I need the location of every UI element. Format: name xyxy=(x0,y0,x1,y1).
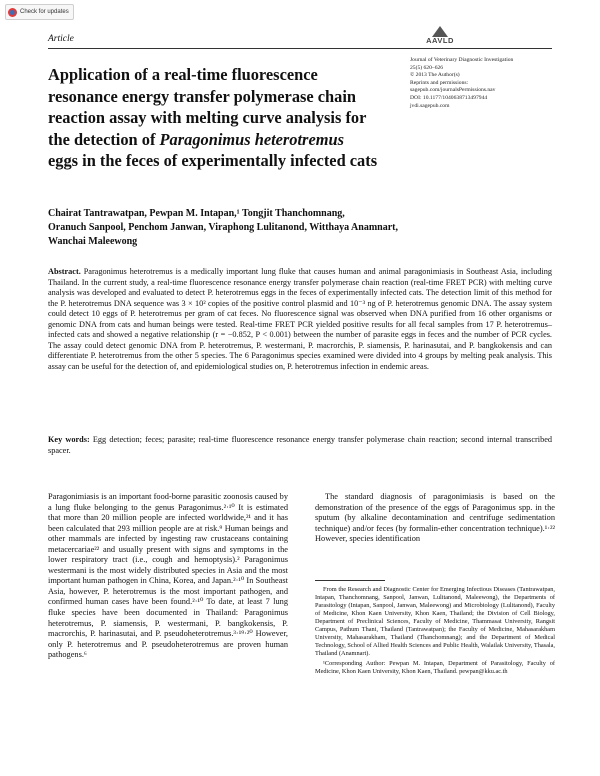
check-for-updates-icon xyxy=(8,8,17,17)
abstract xyxy=(48,267,552,372)
article-title xyxy=(48,64,408,172)
footnote-rule xyxy=(315,580,385,581)
keywords-text: Egg detection; feces; parasite; real-time fluorescence resonance energy transfer polymerase chain reaction; second internal transcribed spacer. xyxy=(48,435,552,455)
article-type-label: Article xyxy=(48,34,74,44)
keywords xyxy=(48,435,552,456)
journal-info-line: 25(5) 620–626 xyxy=(410,64,444,71)
logo-text: AAVLD xyxy=(426,36,454,45)
header-rule xyxy=(48,48,552,49)
footnotes xyxy=(315,586,555,679)
badge-label: Check for updates xyxy=(20,9,69,15)
journal-info-line: © 2013 The Author(s) xyxy=(410,72,460,79)
check-for-updates-badge[interactable] xyxy=(5,4,74,20)
body-paragraph: Paragonimiasis is an important food-borne parasitic zoonosis caused by a lung fluke belonging to the genus Paragonimus.²·¹⁰ It is estimated that more than 20 million people are infected worldwide,²¹ and it has been calculated that 293 million people are at risk.⁹ Human beings and other mammals are infected by ingesting raw crustaceans containing metacercariae²² and usually present with signs and symptoms in the lower respiratory tract (i.e., cough and hemoptysis).² Paragonimus westermani is the most widely distributed species in Asia and the most important human pathogen in China, Korea, and Japan.²·¹⁰ In Southeast Asia, however, P. heterotremus is the most important pathogen, and confirmed human cases have been found.²·¹⁰ To date, at least 7 lung fluke species have been documented in Thailand: Paragonimus heterotremus, P. siamensis, P. westermani, P. bangkokensis, P. macrorchis, P. harinasutai, and P. pseudoheterotremus.³·¹⁹·²⁰ However, only P. heterotremus and P. pseudoheterotremus are proven human pathogens.⁶ xyxy=(48,492,288,660)
corresponding-author-footnote: ¹Corresponding Author: Pewpan M. Intapan, Department of Parasitology, Faculty of Medicine, Khon Kaen University, Khon Kaen, Thailand. pewpan@kku.ac.th xyxy=(315,660,555,676)
journal-logo xyxy=(410,26,470,46)
journal-info xyxy=(410,57,560,110)
title-line: resonance energy transfer polymerase chain xyxy=(48,86,357,106)
author-line: Wanchai Maleewong xyxy=(48,235,138,247)
title-line: Application of a real-time fluorescence xyxy=(48,65,318,84)
body-column-right xyxy=(315,492,555,545)
abstract-text: Paragonimus heterotremus is a medically important lung fluke that causes human and animal paragonimiasis in Southeast Asia, including Thailand. In the current study, a real-time fluorescence resonance energy transfer polymerase chain reaction (real-time FRET PCR) with melting curve analysis was developed and evaluated to detect P. heterotremus eggs in the feces of experimentally infected cats. The detection limit of this method for the P. heterotremus DNA sequence was 3 × 10² copies of the positive control plasmid and 10⁻³ ng of P. heterotremus genomic DNA. The assay system could detect 10 eggs of P. heterotremus per gram of cat feces. No fluorescence signal was observed when DNA purified from 16 other organisms or genomic DNA from cats and human beings were tested. Real-time FRET PCR yielded positive results for all fecal samples from 17 P. heterotremus–infected cats and showed a negative relationship (r = −0.852, P < 0.001) between the number of parasite eggs in feces and the number of PCR cycles. The assay could detect genomic DNA from P. heterotremus, P. westermani, P. macrorchis, P. siamensis, P. harinasutai, and P. bangkokensis and can differentiate P. heterotremus from the other 5 species. The 6 Paragonimus species examined were divided into 4 groups by melting peak analysis. This assay can be useful for the detection of, and epidemiological studies on, P. heterotremus infection in endemic areas. xyxy=(48,267,552,371)
body-paragraph: The standard diagnosis of paragonimiasis is based on the demonstration of the presence of the eggs of Paragonimus spp. in the sputum (by alkaline decontamination and centrifuge sedimentation technique) and/or feces (by formalin-ether concentration technique).¹·²² However, species identification xyxy=(315,492,555,544)
affiliation-footnote: From the Research and Diagnostic Center for Emerging Infectious Diseases (Tantrawatpan, Intapan, Thanchomnang, Sanpool, Janwan, Lulitanond, Maleewong), the Departments of Parasitology (Intapan, Sanpool, Janwan, Maleewong) and Microbiology (Lulitanond), Faculty of Medicine, Khon Kaen University, Khon Kaen, Thailand; the Division of Cell Biology, Department of Preclinical Sciences, Faculty of Medicine, Thammasat University, Rangsit Campus, Pathum Thani, Thailand (Tantrawatpan); the Faculty of Medicine, Mahasarakham University, Mahasarakham, Thailand (Thanchomnang); and the Department of Medical Technology, School of Allied Health Sciences and Public Health, Walailak University, Thasala, Thailand (Anamnart). xyxy=(315,586,555,658)
body-column-left xyxy=(48,492,288,661)
title-line xyxy=(48,129,408,151)
journal-info-line: Journal of Veterinary Diagnostic Investigation xyxy=(410,57,514,63)
journal-info-link[interactable]: sagepub.com/journalsPermissions.nav xyxy=(410,87,496,94)
journal-info-line: Reprints and permissions: xyxy=(410,79,469,86)
author-line: Oranuch Sanpool, Penchom Janwan, Viraphong Lulitanond, Witthaya Anamnart, xyxy=(48,221,398,233)
journal-info-link[interactable]: jvdi.sagepub.com xyxy=(410,102,450,109)
title-text: the detection of xyxy=(48,129,160,149)
abstract-label: Abstract. xyxy=(48,267,81,276)
journal-info-doi[interactable]: DOI: 10.1177/1040638713497944 xyxy=(410,94,488,101)
title-species-name: Paragonimus heterotremus xyxy=(159,129,344,149)
title-line: reaction assay with melting curve analysis for xyxy=(48,108,367,128)
author-list xyxy=(48,207,568,248)
title-line: eggs in the feces of experimentally infected cats xyxy=(48,151,378,171)
author-line: Chairat Tantrawatpan, Pewpan M. Intapan,¹ Tongjit Thanchomnang, xyxy=(48,208,345,219)
keywords-label: Key words: xyxy=(48,435,90,444)
